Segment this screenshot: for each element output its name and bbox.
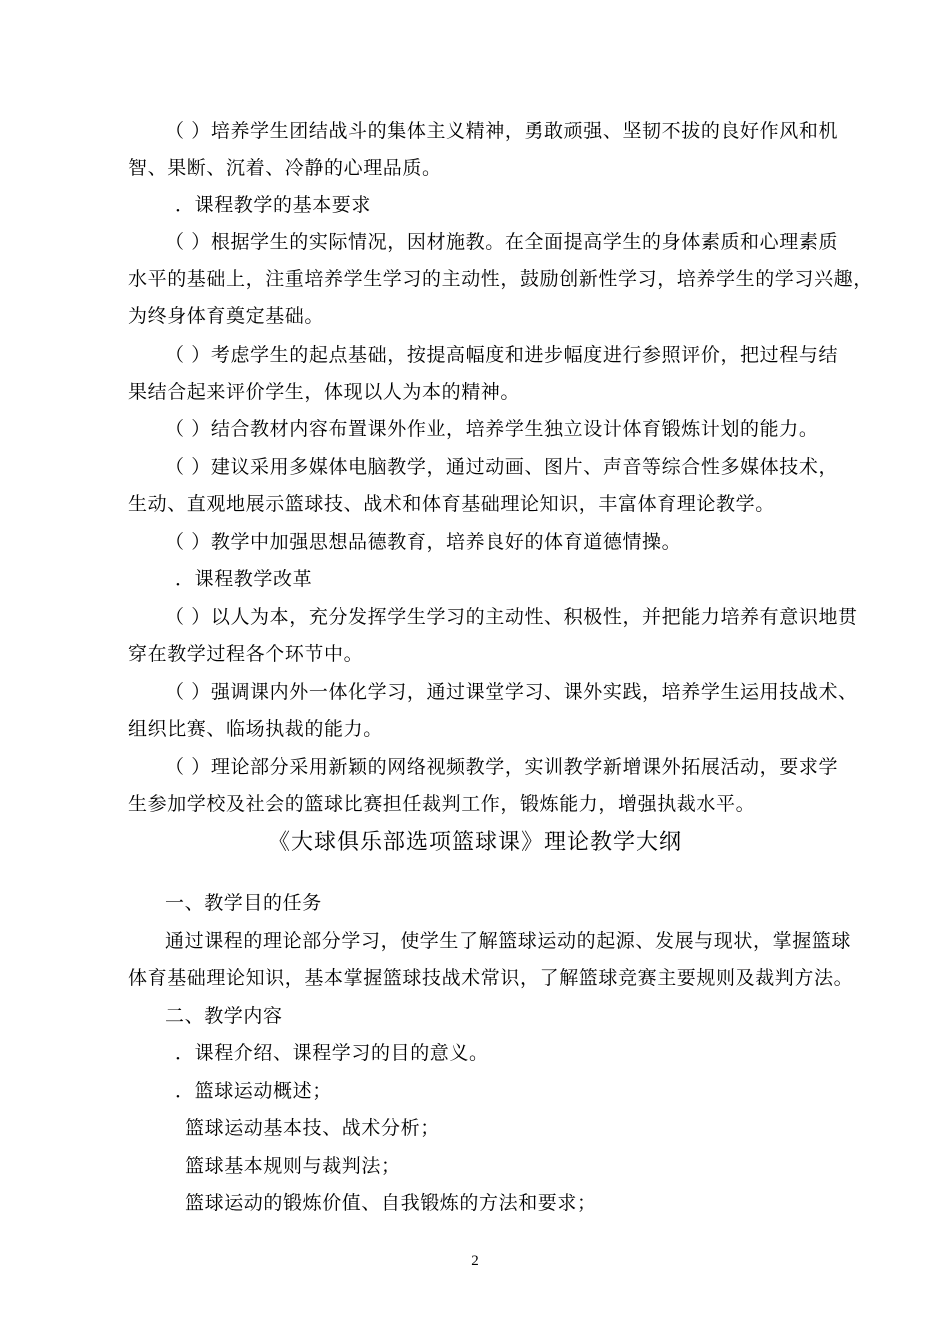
list-item: 篮球基本规则与裁判法； — [185, 1155, 401, 1177]
paragraph-line: 果结合起来评价学生，体现以人为本的精神。 — [128, 381, 521, 403]
paragraph-line: （ ）考虑学生的起点基础，按提高幅度和进步幅度进行参照评价，把过程与结 — [165, 344, 839, 366]
list-item: 篮球运动的锻炼价值、自我锻炼的方法和要求； — [185, 1192, 597, 1214]
outline-title: 《大球俱乐部选项篮球课》理论教学大纲 — [267, 830, 682, 855]
section-heading: 二、教学内容 — [165, 1005, 283, 1027]
paragraph-line: 为终身体育奠定基础。 — [128, 305, 325, 327]
paragraph-line: （ ）根据学生的实际情况，因材施教。在全面提高学生的身体素质和心理素质 — [165, 231, 839, 253]
page-number: 2 — [471, 1253, 479, 1269]
paragraph-line: （ ）培养学生团结战斗的集体主义精神，勇敢顽强、坚韧不拔的良好作风和机 — [165, 120, 839, 142]
paragraph-line: （ ）理论部分采用新颖的网络视频教学，实训教学新增课外拓展活动，要求学 — [165, 756, 839, 778]
paragraph-line: 通过课程的理论部分学习，使学生了解篮球运动的起源、发展与现状，掌握篮球 — [165, 930, 852, 952]
paragraph-line: 组织比赛、临场执裁的能力。 — [128, 718, 383, 740]
list-item: ．课程介绍、课程学习的目的意义。 — [175, 1042, 489, 1064]
paragraph-line: （ ）强调课内外一体化学习，通过课堂学习、课外实践，培养学生运用技战术、 — [165, 681, 858, 703]
section-heading: ．课程教学的基本要求 — [175, 194, 372, 216]
section-heading: ．课程教学改革 — [175, 568, 313, 590]
paragraph-line: 穿在教学过程各个环节中。 — [128, 643, 364, 665]
paragraph-line: （ ）结合教材内容布置课外作业，培养学生独立设计体育锻炼计划的能力。 — [165, 418, 819, 440]
paragraph-line: （ ）建议采用多媒体电脑教学，通过动画、图片、声音等综合性多媒体技术， — [165, 456, 839, 478]
list-item: ．篮球运动概述； — [175, 1080, 332, 1102]
paragraph-line: 生动、直观地展示篮球技、战术和体育基础理论知识，丰富体育理论教学。 — [128, 493, 775, 515]
section-heading: 一、教学目的任务 — [165, 892, 322, 914]
paragraph-line: 水平的基础上，注重培养学生学习的主动性，鼓励创新性学习，培养学生的学习兴趣， — [128, 268, 873, 290]
paragraph-line: 生参加学校及社会的篮球比赛担任裁判工作，锻炼能力，增强执裁水平。 — [128, 793, 756, 815]
paragraph-line: 智、果断、沉着、冷静的心理品质。 — [128, 157, 442, 179]
paragraph-line: （ ）以人为本，充分发挥学生学习的主动性、积极性，并把能力培养有意识地贯 — [165, 606, 858, 628]
paragraph-line: （ ）教学中加强思想品德教育，培养良好的体育道德情操。 — [165, 531, 682, 553]
list-item: 篮球运动基本技、战术分析； — [185, 1117, 440, 1139]
paragraph-line: 体育基础理论知识，基本掌握篮球技战术常识，了解篮球竞赛主要规则及裁判方法。 — [128, 967, 854, 989]
